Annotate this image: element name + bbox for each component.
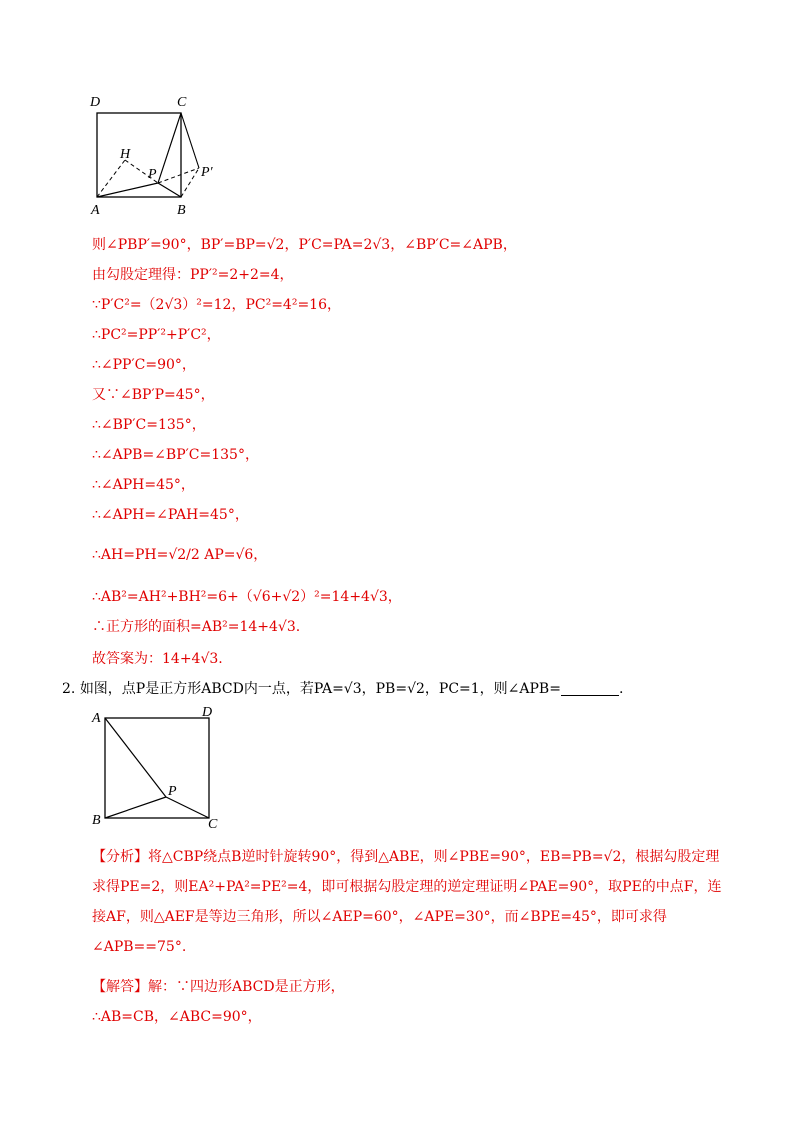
- solution-line-5: ∴∠PP′C=90°，: [92, 357, 196, 373]
- segment-ppp: [158, 168, 199, 183]
- answer-line-2: ∴AB=CB，∠ABC=90°，: [92, 1009, 262, 1025]
- label-b: B: [177, 203, 186, 218]
- figure-square-2-svg: [84, 702, 234, 834]
- analysis-paragraph: 【分析】将△CBP绕点B逆时针旋转90°，得到△ABE，则∠PBE=90°，EB=PB=√2，根据勾股定理求得PE=2，则EA²+PA²=PE²=4，即可根据勾股定理的逆定理证明∠PAE=90°，取PE的中点F，连接AF，则△AEF是等边三角形，所以∠AEP=60°，∠APE=30°，而∠BPE=45°，即可求得∠APB==75°.: [92, 849, 722, 955]
- segment-pb-2: [105, 797, 166, 818]
- solution-line-12: ∴AB²=AH²+BH²=6+（√6+√2）²=14+4√3，: [92, 589, 402, 605]
- segment-cpp: [181, 113, 199, 168]
- figure-square-2: [84, 702, 234, 834]
- square-outline: [97, 113, 181, 197]
- segment-pc-2: [166, 797, 209, 818]
- label-p-2: P: [168, 784, 177, 799]
- label-p-prime: P′: [201, 165, 213, 180]
- label-a-2: A: [92, 711, 101, 726]
- label-c-2: C: [208, 817, 218, 832]
- label-d-2: D: [202, 705, 213, 720]
- label-b-2: B: [92, 813, 101, 828]
- segment-bpp: [181, 168, 199, 197]
- solution-line-7: ∴∠BP′C=135°，: [92, 417, 206, 433]
- question-2-end: .: [618, 681, 624, 697]
- square-outline-2: [105, 718, 209, 818]
- question-2: [62, 680, 623, 698]
- question-2-text: 如图，点P是正方形ABCD内一点，若PA=√3，PB=√2，PC=1，则∠APB=: [79, 681, 561, 697]
- figure-square-1-svg: [82, 90, 232, 220]
- label-a: A: [91, 203, 100, 218]
- solution-line-13: ∴正方形的面积=AB²=14+4√3.: [92, 619, 301, 635]
- solution-line-2: 由勾股定理得：PP′²=2+2=4，: [92, 267, 294, 283]
- question-2-number: 2.: [62, 681, 76, 697]
- segment-pc: [158, 113, 181, 183]
- answer-line-1: 【解答】解：∵四边形ABCD是正方形，: [92, 979, 345, 995]
- label-d: D: [90, 95, 101, 110]
- segment-pa-2: [105, 718, 166, 797]
- answer-blank: [561, 681, 619, 696]
- label-p: P: [148, 167, 157, 182]
- solution-line-1: 则∠PBP′=90°，BP′=BP=√2，P′C=PA=2√3，∠BP′C=∠APB，: [92, 237, 517, 253]
- solution-line-4: ∴PC²=PP′²+P′C²，: [92, 327, 221, 343]
- label-c: C: [177, 95, 187, 110]
- solution-line-8: ∴∠APB=∠BP′C=135°，: [92, 447, 259, 463]
- solution-line-14: 故答案为：14+4√3.: [92, 651, 223, 667]
- solution-line-11: ∴AH=PH=√2/2 AP=√6，: [92, 547, 268, 563]
- solution-line-10: ∴∠APH=∠PAH=45°，: [92, 507, 249, 523]
- solution-line-9: ∴∠APH=45°，: [92, 477, 195, 493]
- solution-line-3: ∵P′C²=（2√3）²=12，PC²=4²=16，: [92, 297, 341, 313]
- solution-line-6: 又∵∠BP′P=45°，: [92, 387, 215, 403]
- segment-pb: [158, 183, 181, 197]
- label-h: H: [120, 147, 131, 162]
- figure-square-1: [82, 90, 232, 220]
